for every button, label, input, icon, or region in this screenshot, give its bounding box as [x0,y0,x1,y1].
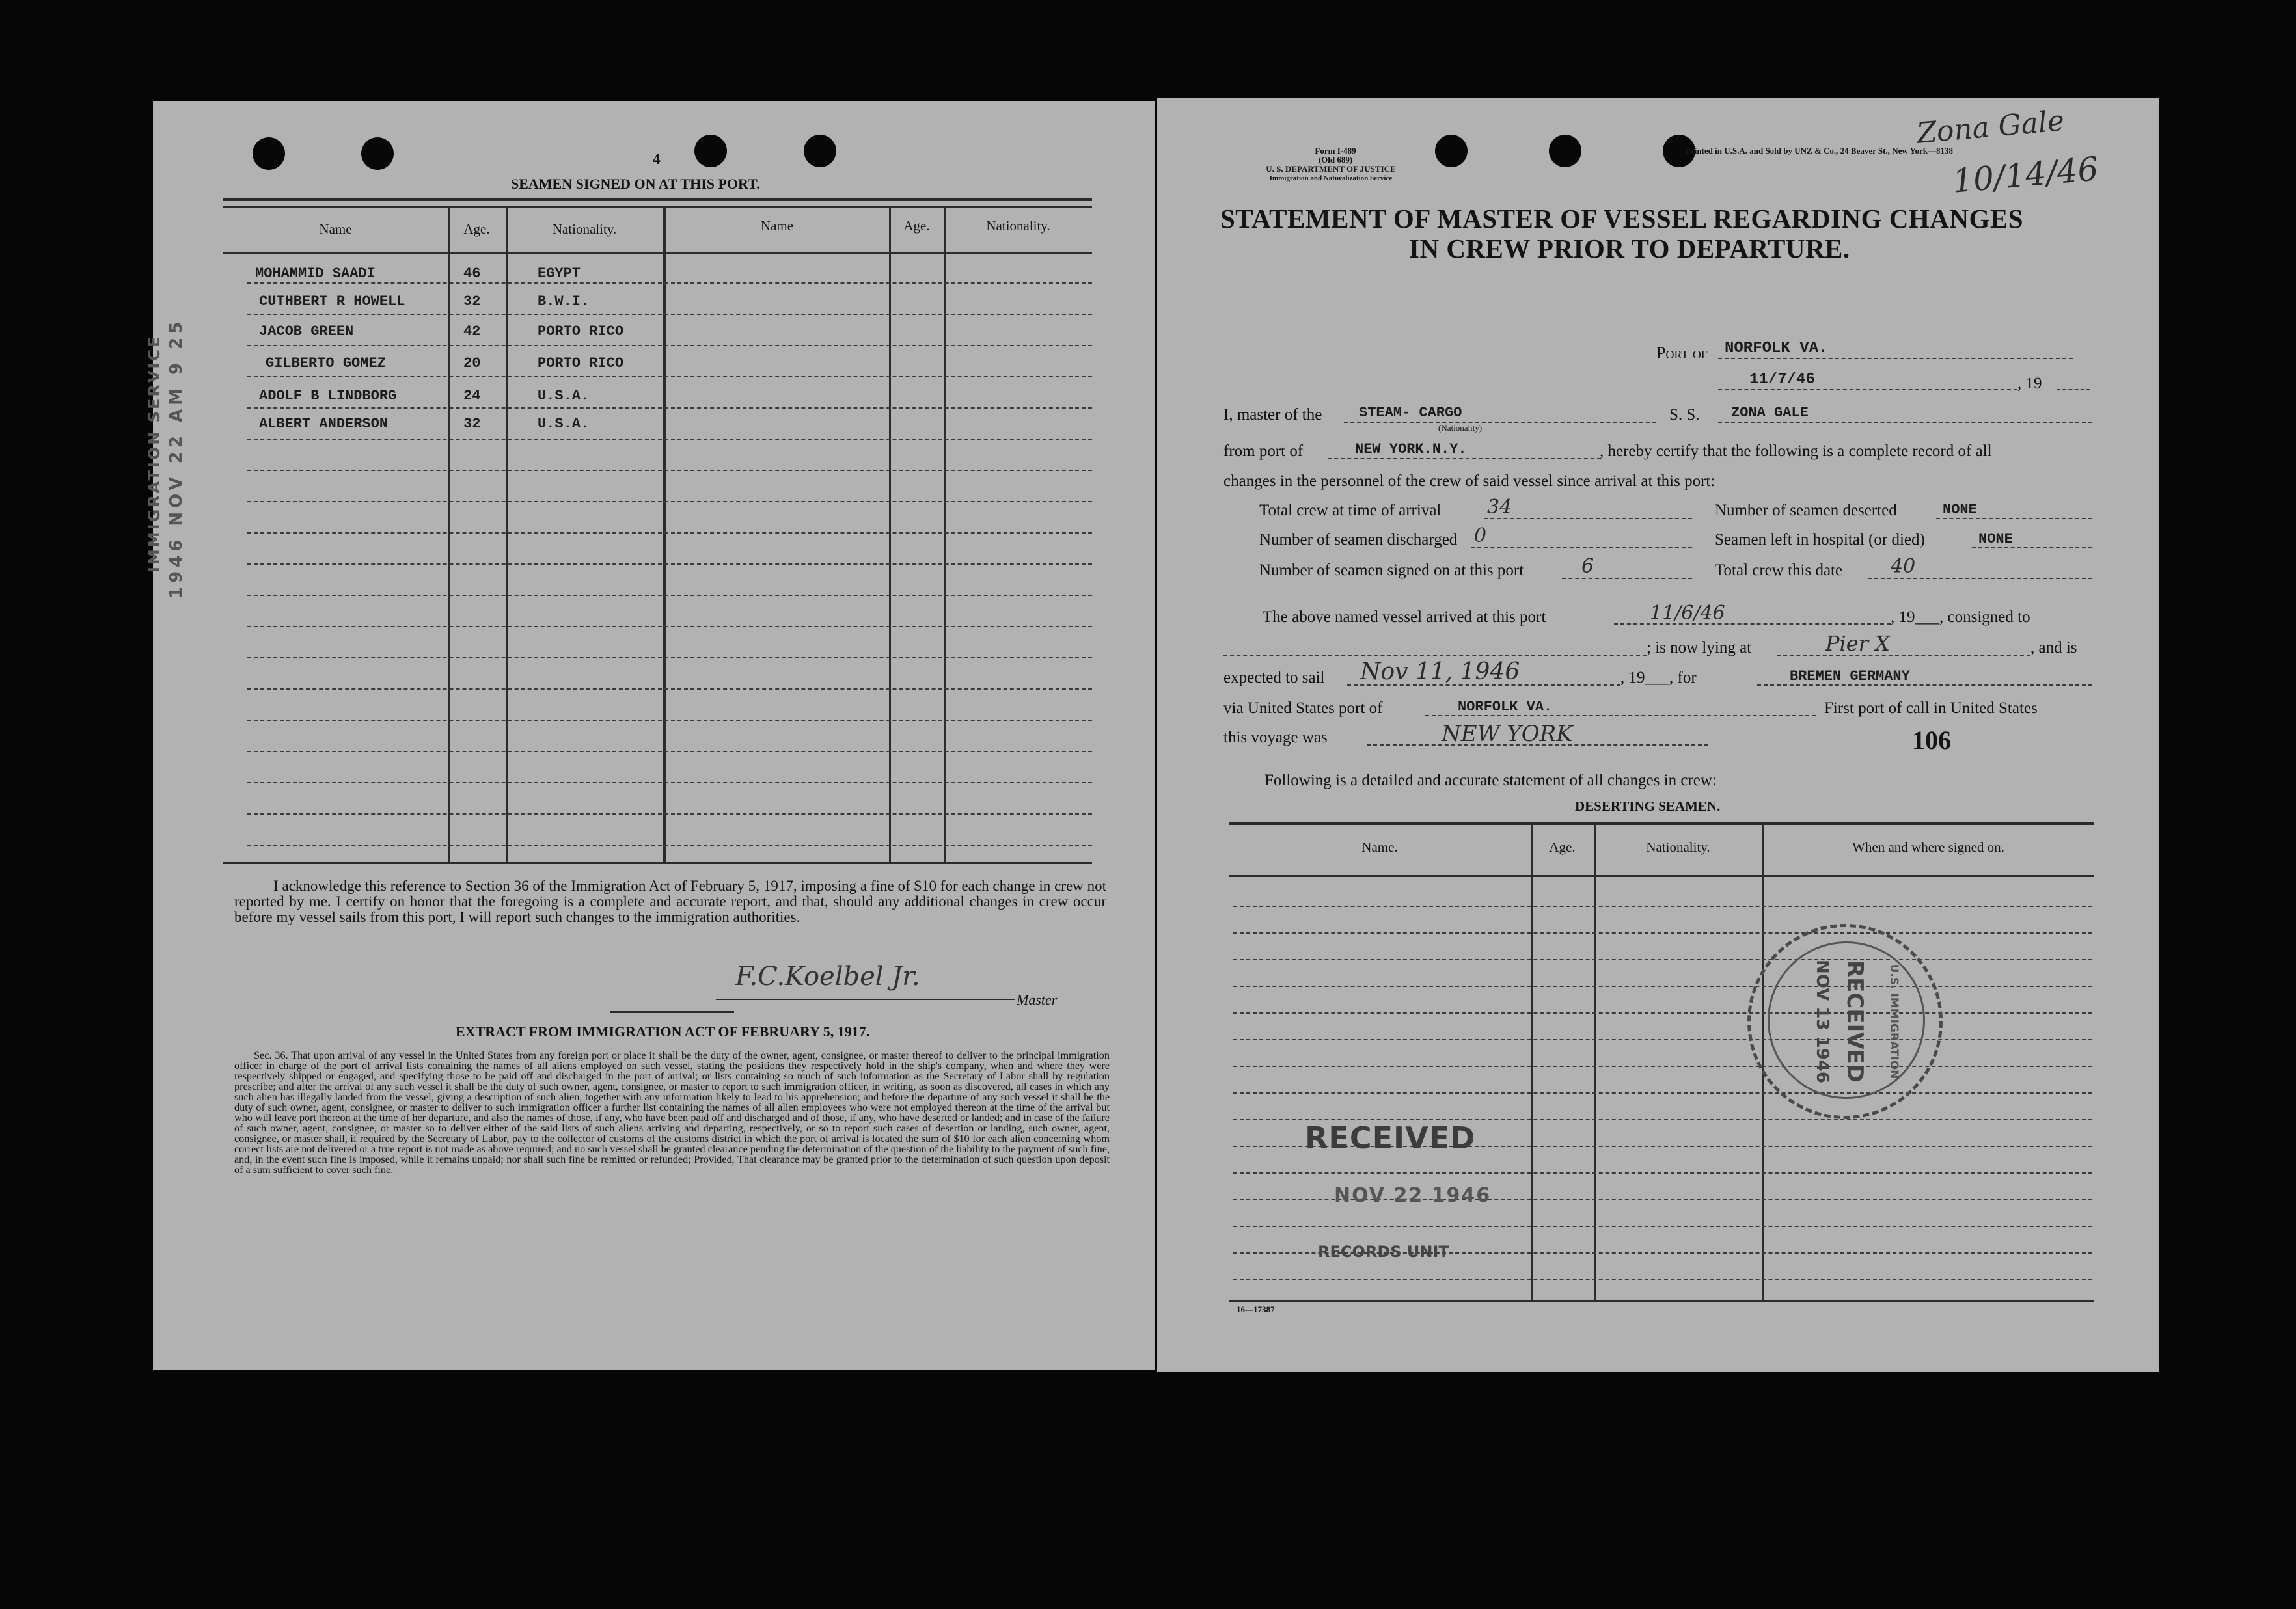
via-label: via United States port of [1223,699,1383,717]
seaman-name: JACOB GREEN [259,323,354,340]
department-name: U. S. DEPARTMENT OF JUSTICE [1266,164,1396,174]
ship-name: ZONA GALE [1731,405,1809,421]
handwritten-ship-name: Zona Gale [1915,104,2066,150]
page-count: 106 [1912,725,1951,755]
left-page [153,101,1155,1370]
handwritten-date: 10/14/46 [1950,150,2100,200]
total-crew-arrival-value: 34 [1487,496,1512,519]
seaman-nationality: B.W.I. [538,293,590,310]
hospital-value: NONE [1978,531,2013,547]
arrived-label: The above named vessel arrived at this port [1263,608,1546,626]
for-value: BREMEN GERMANY [1790,668,1910,684]
service-name: Immigration and Naturalization Service [1269,174,1393,182]
consigned-label: , 19___, consigned to [1891,608,2030,626]
master-label: Master [1017,992,1058,1008]
total-crew-arrival-label: Total crew at time of arrival [1259,502,1442,519]
deserting-title: DESERTING SEAMEN. [1575,798,1721,814]
vertical-receipt-stamp [143,318,187,599]
certify-text: , hereby certify that the following is a complete record of all [1600,442,1992,460]
deserted-value: NONE [1943,502,1977,518]
discharged-value: 0 [1474,524,1487,547]
extract-text: Sec. 36. That upon arrival of any vessel in the United States from any foreign port or place it shall be the duty of the owner, agent, consignee, or master thereof to deliver to the principal immigration officer in charge of the port of arrival lists containing the names of all aliens employed on such vessel, stating the positions they respectively hold in the ship's company, when and where they were respectively shipped or engaged, and specifying those to be paid off and discharged in the port of arrival; or lists containing so much of such information as the Secretary of Labor shall by regulation prescribe; and after the arrival of any such vessel it shall be the duty of such owner, agent, consignee, or master to report to such immigration officer, in writing, as soon as discovered, all cases in which any such alien has illegally landed from the vessel, giving a description of such alien, together with any information likely to lead to his apprehension; and before the departure of any such vessel it shall be the duty of such owner, agent, consignee, or master to deliver to such immigration officer a further list containing the names of all alien employees who were not employed thereon at the time of the arrival but who will leave port thereon at the time of her departure, and also the names of those, if any, who have been paid off and discharged and of those, if any, who have deserted or landed; and in case of the failure of such owner, agent, consignee, or master so to deliver either of the said lists of such aliens arriving and departing, respectively, or so to report such cases of desertion or landing, such owner, agent, consignee, or master shall, if required by the Secretary of Labor, pay to the collector of customs of the customs district in which the port of arrival is located the sum of $10 for each alien concerning whom correct lists are not delivered or a true report is not made as above required; and no such vessel shall be granted clearance pending the determination of the question of the liability to the payment of such fine, and, in the event such fine is imposed, while it remains unpaid; nor shall such fine be remitted or refunded; Provided, That clearance may be granted prior to the determination of such question upon deposit of a sum sufficient to cover such fine. [234,1049,1110,1176]
total-crew-date-label: Total crew this date [1715,561,1843,579]
round-received-stamp [1747,924,1943,1119]
deserting-header-name: Name. [1361,839,1398,855]
round-stamp-text: RECEIVED [1842,960,1868,1083]
seaman-nationality: PORTO RICO [538,355,624,372]
col-header-age: Age. [463,221,490,237]
received-stamp: RECEIVED [1305,1120,1476,1156]
seaman-name: CUTHBERT R HOWELL [259,293,405,310]
seaman-age: 32 [463,416,481,432]
deserting-header-age: Age. [1549,839,1576,855]
received-date: NOV 22 1946 [1334,1184,1492,1207]
form-title-1: STATEMENT OF MASTER OF VESSEL REGARDING CHANGES [1220,204,2024,234]
vessel-type: STEAM- CARGO [1359,405,1462,421]
hospital-label: Seamen left in hospital (or died) [1715,531,1925,548]
section-title: SEAMEN SIGNED ON AT THIS PORT. [511,176,760,192]
from-port-label: from port of [1223,442,1304,460]
voyage-label: this voyage was [1223,729,1328,746]
port-label: Port of [1656,344,1708,362]
discharged-label: Number of seamen discharged [1259,531,1458,548]
punch-hole [694,135,727,167]
lying-label: ; is now lying at [1647,639,1752,656]
seaman-age: 20 [463,355,481,372]
punch-hole [1549,135,1581,167]
nationality-label: (Nationality) [1438,423,1483,433]
seaman-nationality: PORTO RICO [538,323,624,340]
deserting-header-nationality: Nationality. [1646,839,1710,855]
port-value: NORFOLK VA. [1725,340,1828,357]
ss-label: S. S. [1669,406,1700,424]
lying-value: Pier X [1825,631,1890,656]
vertical-stamp-line2: 1946 NOV 22 AM 9 25 [167,318,186,599]
form-title-2: IN CREW PRIOR TO DEPARTURE. [1409,234,1850,264]
form-id: Form I-489 [1315,146,1356,155]
seaman-name: GILBERTO GOMEZ [266,355,386,372]
punch-hole [1435,135,1468,167]
punch-hole [361,137,394,170]
seaman-age: 24 [463,388,481,404]
round-stamp-date: NOV 13 1946 [1812,960,1832,1083]
arrived-value: 11/6/46 [1650,602,1725,625]
seaman-age: 46 [463,265,481,282]
form-old-id: (Old 689) [1318,155,1353,165]
footer-code: 16—17387 [1237,1305,1275,1314]
and-is-label: , and is [2030,639,2077,656]
master-signature: F.C.Koelbel Jr. [735,962,920,992]
from-port-value: NEW YORK.N.Y. [1355,441,1467,457]
seaman-name: ADOLF B LINDBORG [259,388,397,404]
voyage-value: NEW YORK [1442,721,1573,747]
acknowledgment-text: I acknowledge this reference to Section 36 of the Immigration Act of February 5, 1917, imposing a fine of $10 for each change in crew not reported by me. I certify on honor that the foregoing is a complete and accurate report, and that, should any additional changes in crew occur before my vessel sails from this port, I will report such changes to the immigration authorities. [234,878,1106,925]
first-port-label: First port of call in United States [1824,699,2038,717]
col-header-name: Name [319,221,352,237]
changes-text: changes in the personnel of the crew of said vessel since arrival at this port: [1223,472,1715,490]
seaman-nationality: U.S.A. [538,416,590,432]
seaman-age: 42 [463,323,481,340]
total-crew-date-value: 40 [1891,555,1916,578]
round-stamp-office: U.S. IMMIGRATION [1887,964,1900,1079]
department-header [1223,165,1438,183]
punch-hole [253,137,285,170]
date-suffix: , 19 [2017,375,2042,392]
seaman-nationality: U.S.A. [538,388,590,404]
col-header-nationality-2: Nationality. [986,218,1050,234]
deserted-label: Number of seamen deserted [1715,502,1897,519]
signed-on-value: 6 [1581,555,1594,578]
signed-on-label: Number of seamen signed on at this port [1259,561,1524,579]
seaman-age: 32 [463,293,481,310]
expected-label: expected to sail [1223,669,1325,686]
following-text: Following is a detailed and accurate statement of all changes in crew: [1264,772,1717,789]
seaman-name: ALBERT ANDERSON [259,416,389,432]
form-number [1309,146,1361,165]
col-header-name-2: Name [760,218,794,234]
punch-hole [804,135,836,167]
expected-value: Nov 11, 1946 [1360,658,1520,685]
col-header-nationality: Nationality. [552,221,617,237]
for-label: , 19___, for [1620,669,1697,686]
seaman-nationality: EGYPT [538,265,581,282]
vertical-stamp-line1: IMMIGRATION SERVICE [145,334,163,573]
extract-title: EXTRACT FROM IMMIGRATION ACT OF FEBRUARY 5, 1917. [456,1023,870,1040]
via-value: NORFOLK VA. [1458,699,1553,715]
records-unit: RECORDS UNIT [1318,1243,1449,1261]
printer-line: Printed in U.S.A. and Sold by UNZ & Co., 24 Beaver St., New York—8138 [1686,146,1953,155]
page-number: 4 [653,151,661,168]
seaman-name: MOHAMMID SAADI [255,265,376,282]
col-header-age-2: Age. [903,218,930,234]
date-value: 11/7/46 [1749,371,1815,388]
master-of-label: I, master of the [1223,406,1322,424]
deserting-header-signed-on: When and where signed on. [1852,839,2004,855]
